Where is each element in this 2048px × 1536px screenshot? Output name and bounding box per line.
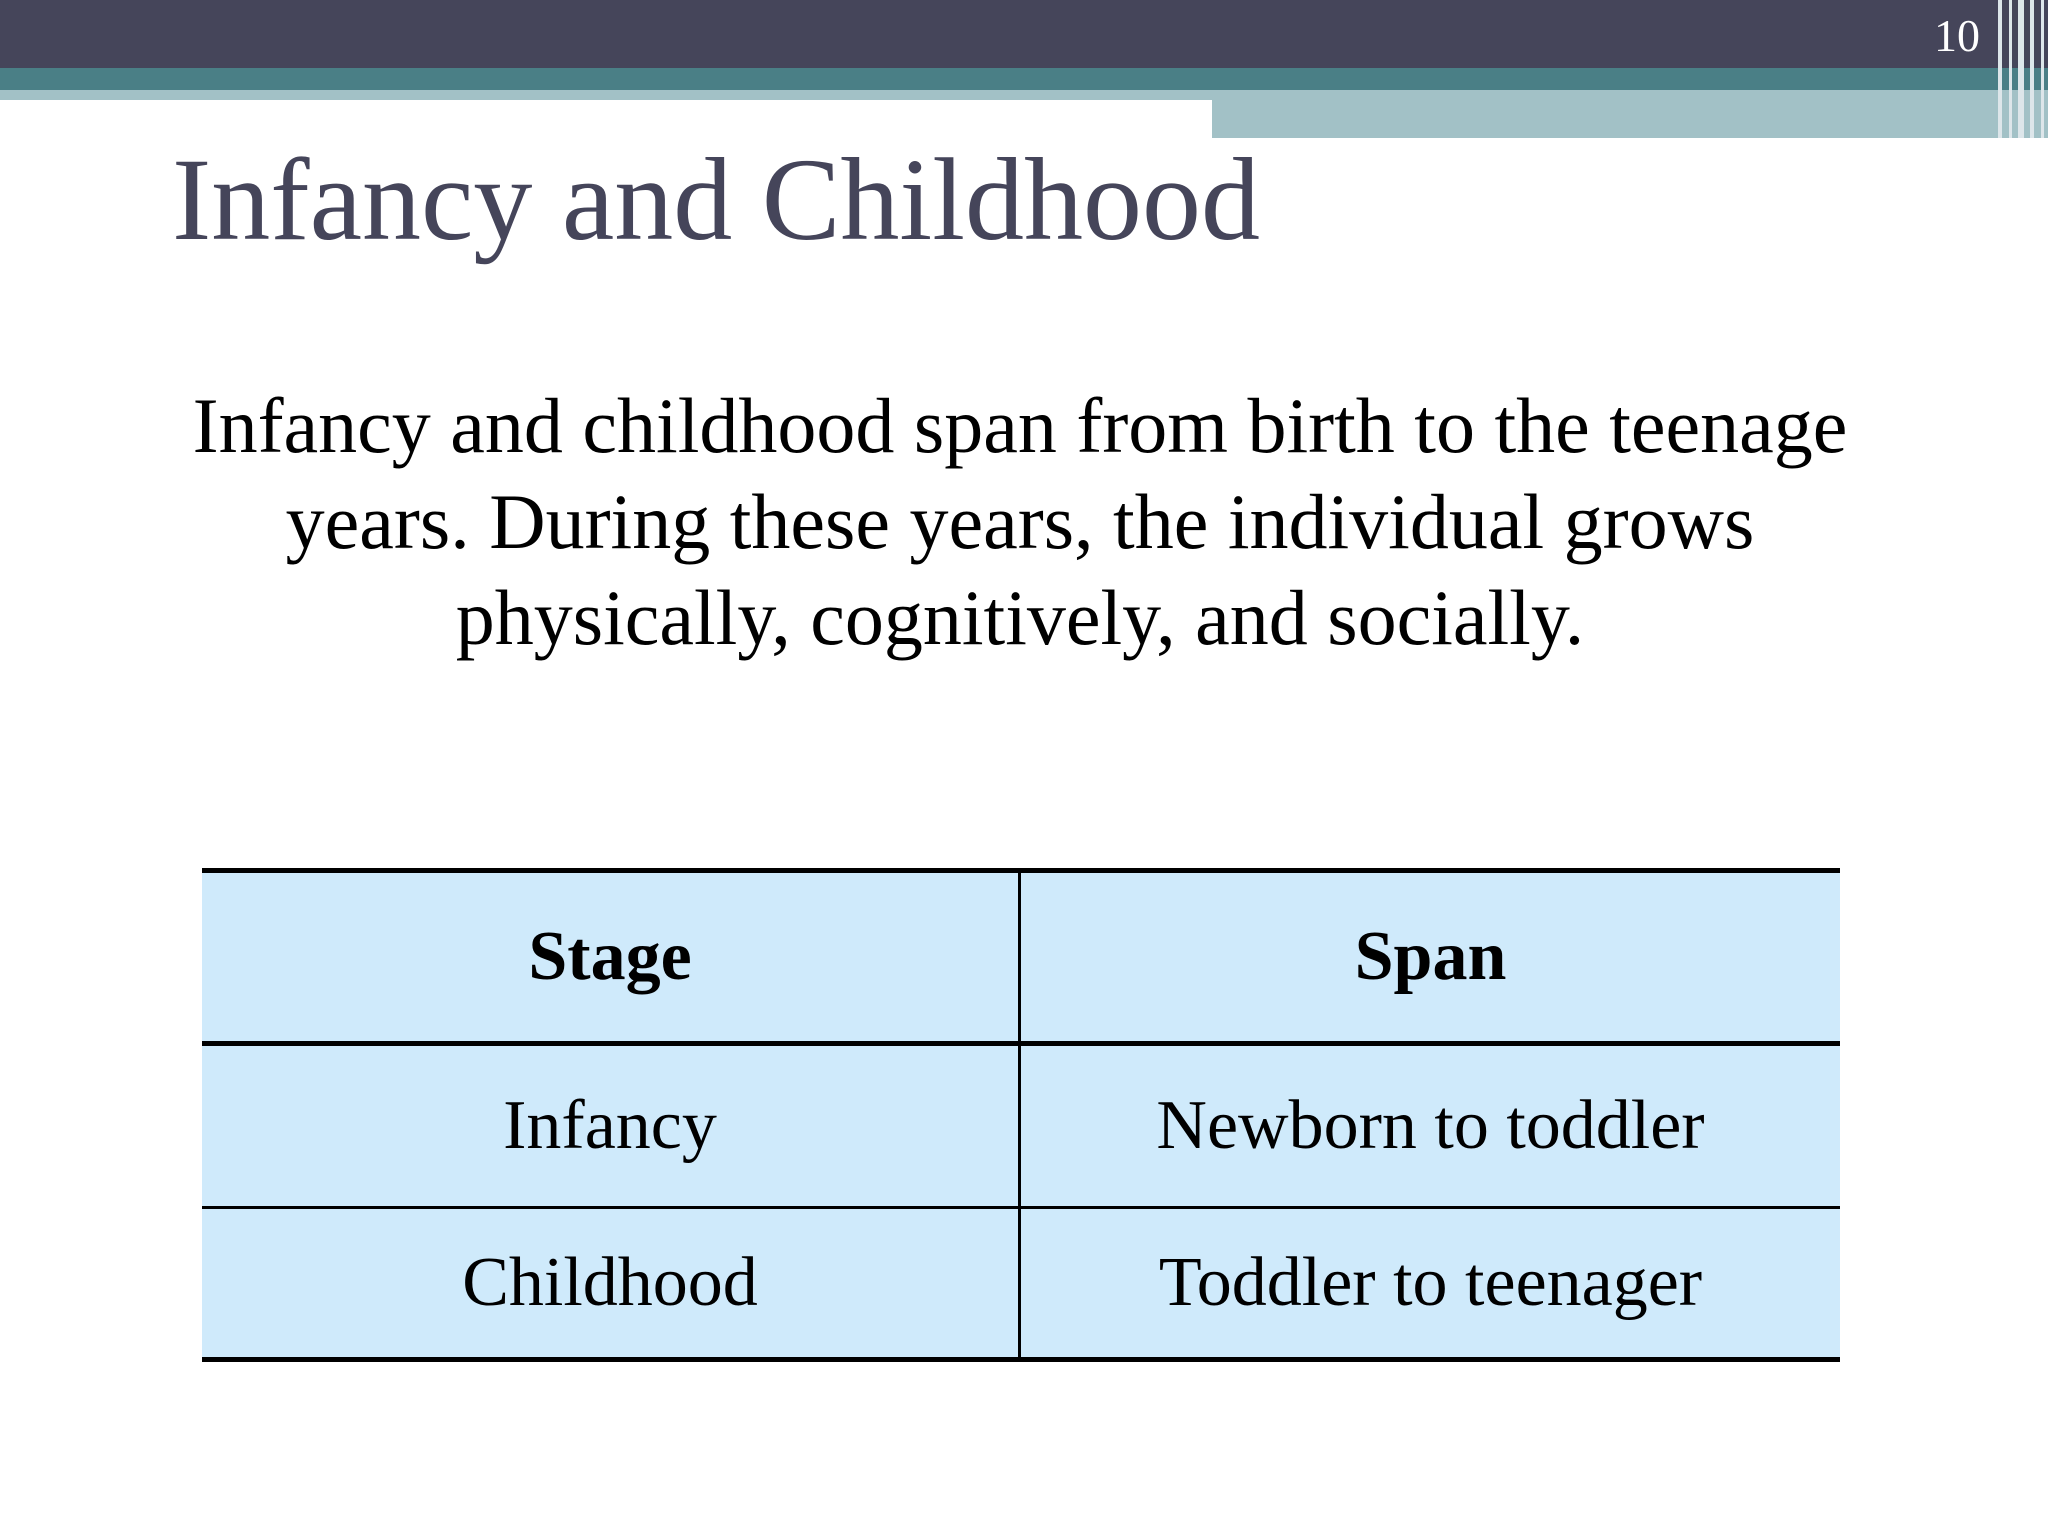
table-header-stage: Stage — [202, 871, 1020, 1044]
header-bar-teal — [0, 68, 2048, 90]
table-row — [202, 1208, 1840, 1360]
table-header-row — [202, 871, 1840, 1044]
header-bar-dark — [0, 0, 2048, 68]
slide-body-text: Infancy and childhood span from birth to the teenage years. During these years, the individual grows physically, cognitively, and socially. — [192, 382, 1848, 661]
table-cell-span: Toddler to teenager — [1020, 1208, 1841, 1360]
table-cell-span: Newborn to toddler — [1020, 1044, 1841, 1208]
table-row — [202, 1044, 1840, 1208]
header-edge-stripes — [1986, 0, 2048, 138]
table-cell-stage: Childhood — [202, 1208, 1020, 1360]
header-bar-light-left — [0, 90, 1212, 100]
table-cell-stage: Infancy — [202, 1044, 1020, 1208]
header-bar-light-right — [1212, 90, 2048, 138]
stage-span-table — [202, 868, 1840, 1362]
table-header-span: Span — [1020, 871, 1841, 1044]
slide-number: 10 — [1934, 10, 1980, 61]
slide-title: Infancy and Childhood — [172, 134, 1260, 265]
